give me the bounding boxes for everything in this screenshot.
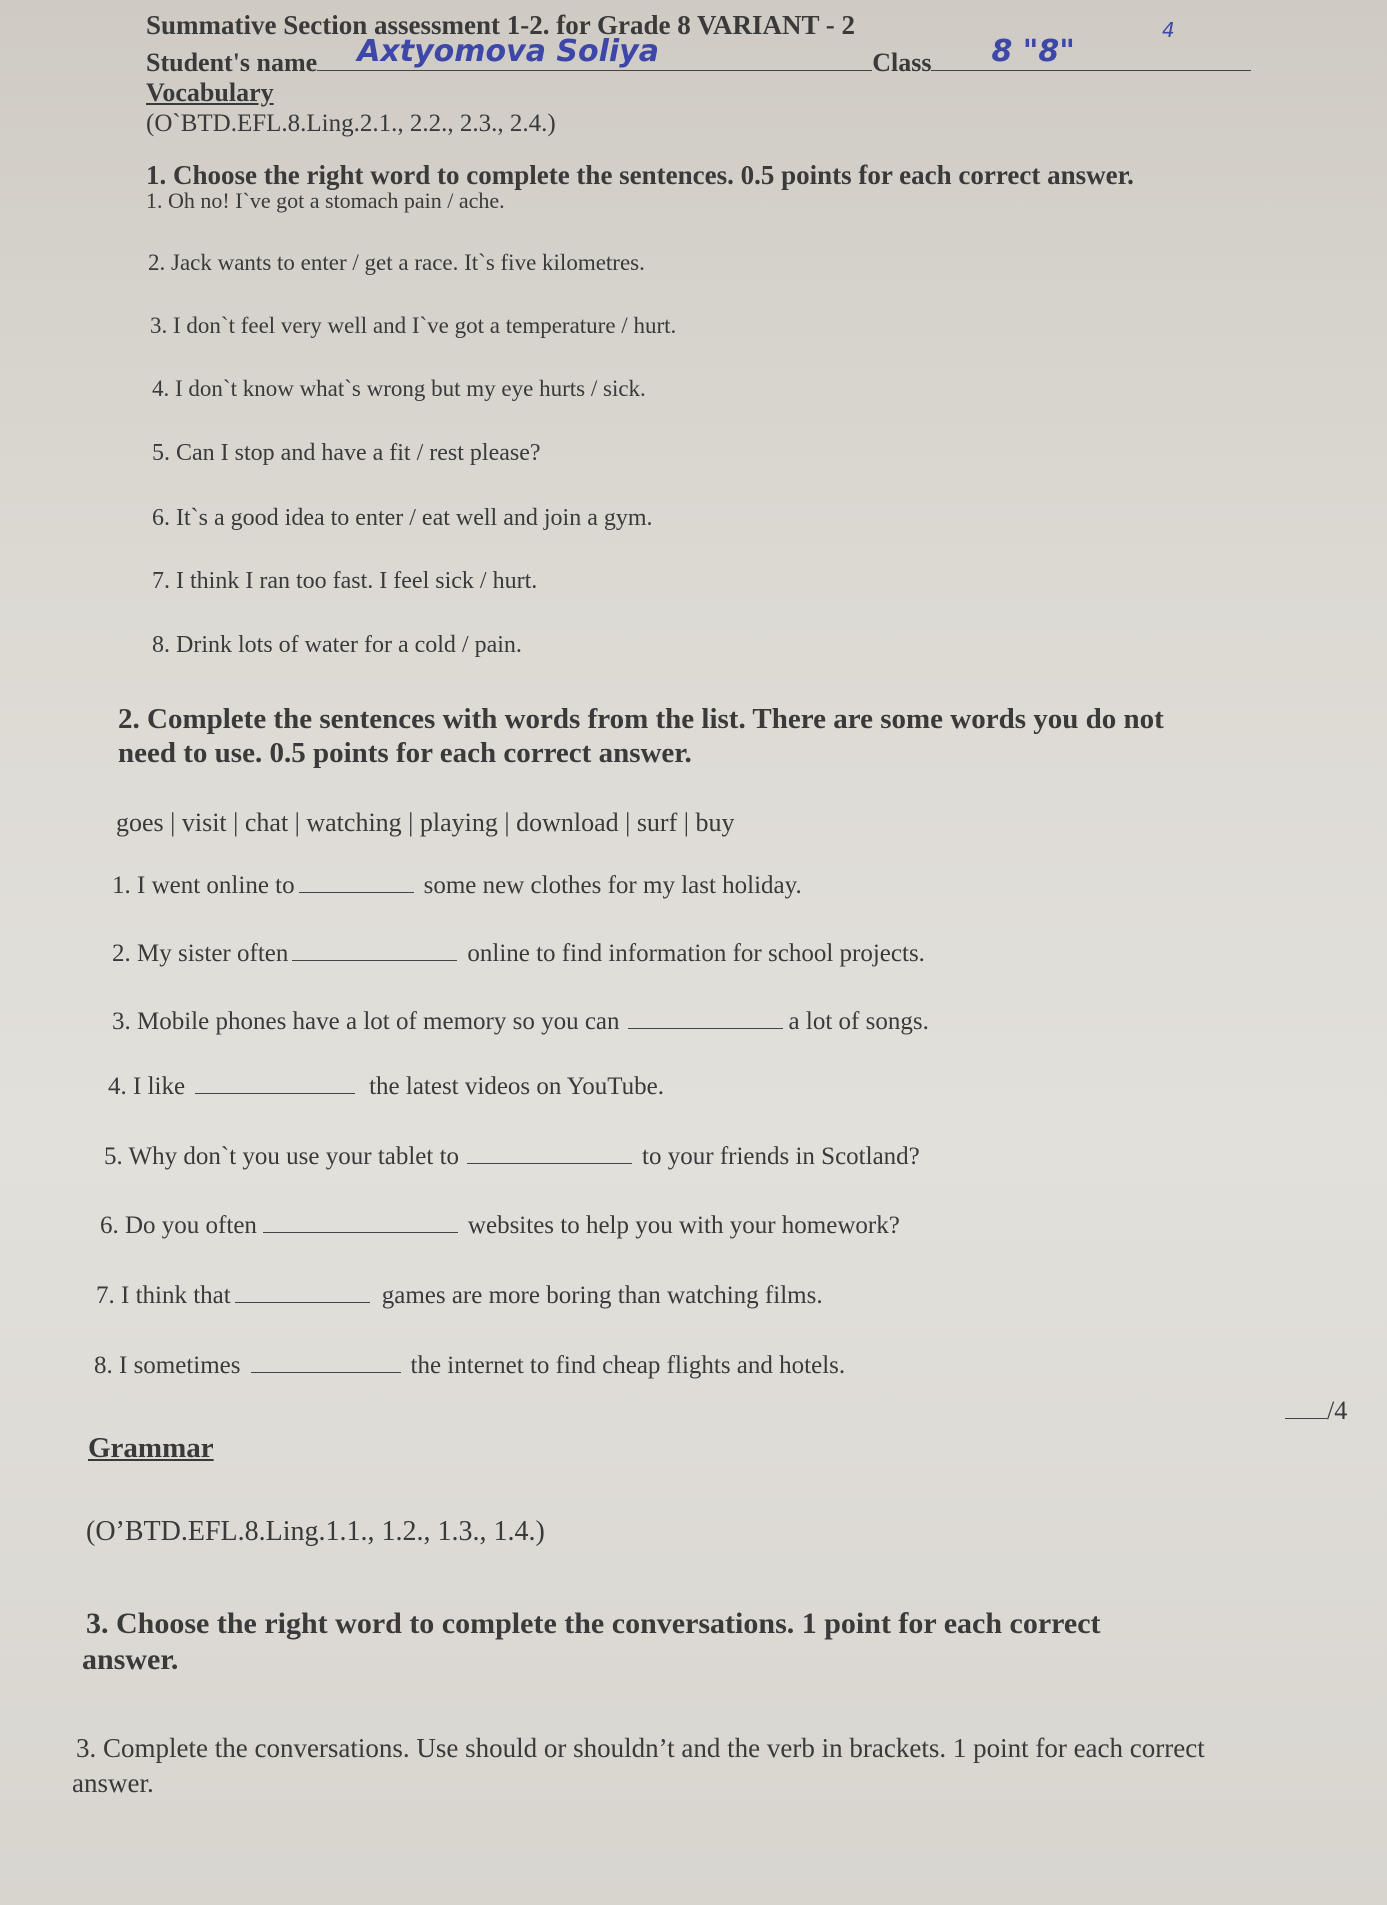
student-name-row [146, 34, 1251, 78]
item-text: to your friends in Scotland? [642, 1143, 920, 1170]
grammar-heading: Grammar [88, 1432, 214, 1464]
task2-instruction-line1: 2. Complete the sentences with words from the list. There are some words you do not [118, 703, 1164, 735]
item-text: games are more boring than watching films. [381, 1282, 823, 1309]
task2-item [96, 1282, 823, 1310]
task2-item [104, 1143, 920, 1171]
answer-blank[interactable] [628, 1008, 783, 1029]
task1-item: 3. I don`t feel very well and I`ve got a temperature / hurt. [150, 313, 677, 338]
item-text: 1. I went online to [112, 872, 295, 899]
item-text: a lot of songs. [788, 1008, 929, 1035]
item-text: 7. I think that [96, 1282, 231, 1309]
task1-item: 4. I don`t know what`s wrong but my eye hurts / sick. [152, 376, 646, 401]
item-text: the internet to find cheap flights and hotels. [410, 1352, 846, 1379]
corner-mark: 4 [1162, 18, 1175, 42]
class-label: Class [872, 48, 932, 77]
task1-item: 7. I think I ran too fast. I feel sick / hurt. [152, 568, 538, 594]
vocabulary-code: (O`BTD.EFL.8.Ling.2.1., 2.2., 2.3., 2.4.) [146, 110, 556, 137]
task2-item [100, 1212, 900, 1240]
task3-instruction-line1: 3. Choose the right word to complete the conversations. 1 point for each correct [86, 1607, 1101, 1640]
item-text: 6. Do you often [100, 1212, 257, 1239]
task2-item [112, 1008, 929, 1036]
item-text: 4. I like [108, 1073, 186, 1100]
answer-blank[interactable] [263, 1212, 458, 1233]
task1-instruction: 1. Choose the right word to complete the sentences. 0.5 points for each correct answer. [146, 160, 1134, 190]
task1-item: 6. It`s a good idea to enter / eat well and join a gym. [152, 505, 653, 531]
grammar-code: (O’BTD.EFL.8.Ling.1.1., 1.2., 1.3., 1.4.) [86, 1516, 545, 1547]
item-text: 3. Mobile phones have a lot of memory so you can [112, 1008, 620, 1035]
task2-word-list: goes | visit | chat | watching | playing | download | surf | buy [116, 808, 735, 837]
task1-item: 1. Oh no! I`ve got a stomach pain / ache. [146, 188, 505, 213]
task2-item [112, 940, 925, 968]
task3b-instruction-line2: answer. [72, 1768, 154, 1798]
score-total: /4 [1327, 1396, 1348, 1425]
answer-blank[interactable] [299, 872, 414, 893]
item-text: online to find information for school projects. [467, 940, 925, 967]
item-text: some new clothes for my last holiday. [423, 872, 802, 899]
student-name-value[interactable]: Axtyomova Soliya [357, 34, 659, 69]
task2-item [94, 1352, 845, 1380]
item-text: 8. I sometimes [94, 1352, 241, 1379]
answer-blank[interactable] [292, 940, 457, 961]
answer-blank[interactable] [467, 1143, 632, 1164]
score-blank[interactable] [1285, 1398, 1327, 1419]
task2-item [112, 872, 802, 900]
item-text: 2. My sister often [112, 940, 289, 967]
task2-item [108, 1073, 664, 1101]
answer-blank[interactable] [195, 1073, 355, 1094]
task1-item: 8. Drink lots of water for a cold / pain. [152, 632, 522, 658]
document-title: Summative Section assessment 1-2. for Grade 8 VARIANT - 2 [146, 10, 855, 40]
task3b-instruction-line1: 3. Complete the conversations. Use should or shouldn’t and the verb in brackets. 1 point for each correct [76, 1733, 1205, 1763]
task2-score [1285, 1396, 1347, 1426]
task3-instruction-line2: answer. [82, 1643, 179, 1676]
item-text: 5. Why don`t you use your tablet to [104, 1143, 460, 1170]
task1-item: 5. Can I stop and have a fit / rest please? [152, 440, 541, 466]
class-value[interactable]: 8 "8" [991, 34, 1075, 69]
answer-blank[interactable] [235, 1282, 370, 1303]
vocabulary-heading: Vocabulary [146, 78, 274, 107]
task1-item: 2. Jack wants to enter / get a race. It`s five kilometres. [148, 250, 645, 275]
item-text: the latest videos on YouTube. [369, 1073, 665, 1100]
item-text: websites to help you with your homework? [467, 1212, 900, 1239]
task2-instruction-line2: need to use. 0.5 points for each correct answer. [118, 737, 692, 769]
answer-blank[interactable] [251, 1352, 401, 1373]
student-name-label: Student's name [146, 48, 318, 77]
